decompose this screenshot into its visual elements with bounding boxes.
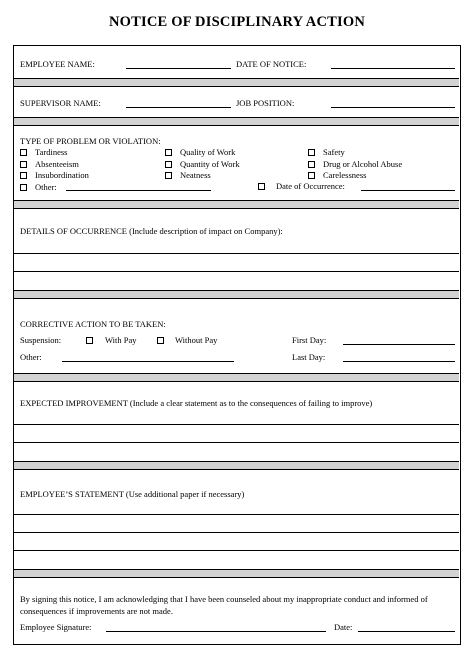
writing-line[interactable] (14, 532, 459, 533)
violation-option[interactable]: Absenteeism (20, 159, 89, 171)
writing-line[interactable] (14, 253, 459, 254)
checkbox-icon[interactable] (308, 161, 315, 168)
section-divider (14, 569, 459, 578)
job-position-label: JOB POSITION: (236, 98, 295, 108)
violation-option[interactable]: Quantity of Work (165, 159, 240, 171)
violation-option[interactable]: Drug or Alcohol Abuse (308, 159, 402, 171)
other-action-label: Other: (20, 352, 42, 362)
violation-option[interactable]: Tardiness (20, 147, 89, 159)
with-pay-label: With Pay (105, 335, 137, 345)
employee-signature-field[interactable] (106, 631, 326, 632)
section-divider (14, 461, 459, 470)
job-position-field[interactable] (331, 107, 455, 108)
employee-signature-label: Employee Signature: (20, 622, 92, 632)
section-divider (14, 373, 459, 382)
writing-line[interactable] (14, 424, 459, 425)
supervisor-name-field[interactable] (126, 107, 231, 108)
writing-line[interactable] (14, 550, 459, 551)
checkbox-icon[interactable] (308, 172, 315, 179)
corrective-heading: CORRECTIVE ACTION TO BE TAKEN: (20, 319, 166, 329)
employee-name-label: EMPLOYEE NAME: (20, 59, 95, 69)
violation-column-3 (308, 147, 402, 182)
suspension-label: Suspension: (20, 335, 62, 345)
violation-option[interactable]: Insubordination (20, 170, 89, 182)
writing-line[interactable] (14, 442, 459, 443)
signature-date-field[interactable] (358, 631, 455, 632)
form-title: NOTICE OF DISCIPLINARY ACTION (109, 14, 365, 30)
date-of-occurrence-field[interactable] (361, 190, 455, 191)
violation-column-1 (20, 147, 89, 193)
checkbox-icon[interactable] (308, 149, 315, 156)
violation-column-2 (165, 147, 240, 182)
writing-line[interactable] (14, 514, 459, 515)
other-violation-field[interactable] (66, 190, 211, 191)
date-of-notice-field[interactable] (331, 68, 455, 69)
checkbox-icon[interactable] (165, 149, 172, 156)
other-action-field[interactable] (62, 361, 234, 362)
violation-option[interactable]: Safety (308, 147, 402, 159)
checkbox-icon[interactable] (165, 161, 172, 168)
violation-option[interactable]: Other: (20, 182, 89, 194)
signature-date-label: Date: (334, 622, 353, 632)
checkbox-icon[interactable] (20, 161, 27, 168)
section-divider (14, 78, 459, 87)
checkbox-icon[interactable] (20, 149, 27, 156)
first-day-field[interactable] (343, 344, 455, 345)
employee-name-field[interactable] (126, 68, 231, 69)
violation-option[interactable]: Quality of Work (165, 147, 240, 159)
last-day-label: Last Day: (292, 352, 326, 362)
acknowledgement-text: By signing this notice, I am acknowledging that I have been counseled about my inappropriate conduct and informed of consequences if improvements are not made. (20, 594, 428, 616)
details-heading: DETAILS OF OCCURRENCE (Include description of impact on Company): (20, 226, 283, 236)
checkbox-icon[interactable] (86, 337, 93, 344)
checkbox-icon[interactable] (20, 184, 27, 191)
checkbox-icon[interactable] (157, 337, 164, 344)
date-of-notice-label: DATE OF NOTICE: (236, 59, 307, 69)
checkbox-icon[interactable] (258, 183, 265, 190)
violation-heading: TYPE OF PROBLEM OR VIOLATION: (20, 136, 161, 146)
checkbox-icon[interactable] (165, 172, 172, 179)
writing-line[interactable] (14, 271, 459, 272)
date-of-occurrence-label: Date of Occurrence: (276, 181, 345, 191)
last-day-field[interactable] (343, 361, 455, 362)
first-day-label: First Day: (292, 335, 327, 345)
section-divider (14, 200, 459, 209)
violation-option[interactable]: Neatness (165, 170, 240, 182)
section-divider (14, 290, 459, 299)
supervisor-name-label: SUPERVISOR NAME: (20, 98, 101, 108)
checkbox-icon[interactable] (20, 172, 27, 179)
statement-heading: EMPLOYEE’S STATEMENT (Use additional paper if necessary) (20, 489, 245, 499)
without-pay-label: Without Pay (175, 335, 218, 345)
improvement-heading: EXPECTED IMPROVEMENT (Include a clear statement as to the consequences of failing to improve) (20, 398, 373, 408)
violation-option[interactable]: Carelessness (308, 170, 402, 182)
section-divider (14, 117, 459, 126)
form-frame (13, 45, 461, 645)
